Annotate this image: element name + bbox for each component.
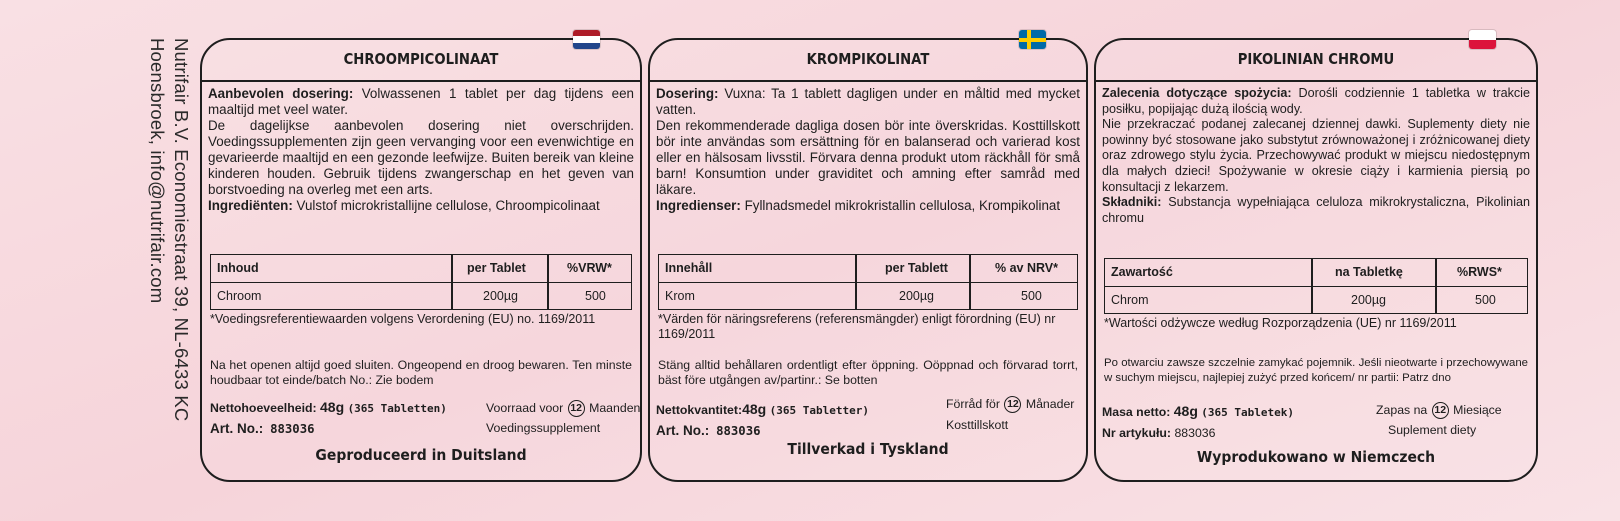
article-number (1102, 426, 1215, 441)
storage-text: Stäng alltid behållaren ordentligt efter öppning. Oöppnad och förvarad torrt, bäst före utgången av/partinr.: Se botten (658, 358, 1078, 387)
title-divider (202, 80, 640, 82)
nutrition-table (1104, 258, 1528, 314)
supply-suffix: Maanden (589, 400, 641, 415)
warning-text: Nie przekraczać podanej zalecanej dziennej dawki. Suplementy diety nie powinny być stosowane jako substytut zrównoważonej i zróżnicowanej diety oraz zdrowego stylu życia. Przechowywać produkt w miejscu niedostępnym dla małych dzieci! Spożywanie w okresie ciąży i karmienia piersią po konsultacji z lekarzem. (1102, 117, 1530, 194)
product-title: KROMPIKOLINAT (806, 50, 930, 68)
supply-prefix: Zapas na (1376, 402, 1428, 417)
supply-duration (946, 396, 1074, 413)
footnote: *Värden för näringsreferens (referensmängder) enligt förordning (EU) nr 1169/2011 (658, 312, 1056, 341)
footnote: *Voedingsreferentiewaarden volgens Verordening (EU) no. 1169/2011 (210, 312, 596, 326)
table-header-content: Innehåll (665, 261, 713, 275)
instructions-text (1102, 86, 1530, 226)
supply-number-badge: 12 (568, 400, 585, 417)
ingredients-label: Ingrediënten: (208, 198, 293, 213)
manufacturer-address-line1: Nutrifair B.V. Economiestraat 39, NL-6433 KC (171, 38, 192, 422)
storage-text: Na het openen altijd goed sluiten. Ongeopend en droog bewaren. Ten minste houdbaar tot einde/batch No.: Zie bodem (210, 358, 632, 387)
storage-text: Po otwarciu zawsze szczelnie zamykać pojemnik. Jeśli nieotwarte i przechowywane w suchym miejscu, najlepiej zużyć przed końcem/ nr partii: Patrz dno (1104, 357, 1528, 384)
dosage-label: Dosering: (656, 86, 719, 101)
product-title: CHROOMPICOLINAAT (343, 50, 499, 68)
warning-text: De dagelijkse aanbevolen dosering niet overschrijden. Voedingssupplementen zijn geen vervanging voor een evenwichtige en gevarieerde maaltijd en een gezonde leefwijze. Buiten bereik van kleine kinderen houden. Gebruik tijdens zwangerschap en het geven van borstvoeding na overleg met een arts. (208, 118, 634, 197)
supply-number-badge: 12 (1432, 402, 1449, 419)
net-quantity-count: (365 Tabletek) (1201, 406, 1295, 419)
nutrition-table (210, 254, 632, 310)
supply-duration (486, 400, 640, 417)
table-column-divider (1311, 259, 1313, 313)
netherlands-flag-icon (573, 30, 600, 49)
supply-prefix: Förråd för (946, 396, 1000, 411)
product-title: PIKOLINIAN CHROMU (1237, 50, 1395, 68)
article-number (656, 423, 761, 439)
table-header-row (659, 255, 1077, 282)
table-header-content: Zawartość (1111, 265, 1173, 279)
article-number-value: 883036 (270, 422, 315, 436)
label-panel-polish (1094, 38, 1538, 482)
article-number-label: Nr artykułu: (1102, 426, 1172, 440)
table-column-divider (969, 255, 971, 309)
table-header-reference: %VRW* (567, 261, 612, 275)
table-header-reference: %RWS* (1457, 265, 1502, 279)
ingredients-label: Składniki: (1102, 195, 1162, 210)
table-column-divider (547, 255, 549, 309)
table-cell-percent: 500 (1021, 289, 1042, 303)
table-header-content: Inhoud (217, 261, 259, 275)
supply-prefix: Voorraad voor (486, 400, 564, 415)
made-in-text: Tillverkad i Tyskland (787, 440, 949, 458)
article-number (210, 421, 315, 437)
table-row (211, 282, 631, 310)
table-row (659, 282, 1077, 310)
table-cell-nutrient: Chrom (1111, 293, 1149, 307)
label-panel-dutch (200, 38, 642, 482)
product-category: Voedingssupplement (486, 421, 601, 435)
title-divider (1096, 80, 1536, 82)
supply-duration (1376, 402, 1502, 419)
net-quantity (210, 400, 447, 416)
net-quantity-count: (365 Tabletter) (769, 404, 869, 417)
net-quantity-label: Nettokvantitet: (656, 403, 743, 417)
supply-suffix: Miesiące (1453, 402, 1502, 417)
table-cell-nutrient: Krom (665, 289, 695, 303)
article-number-value: 883036 (1174, 426, 1216, 440)
table-row (1105, 286, 1527, 314)
dosage-text: Vuxna: Ta 1 tablett dagligen under en måltid med mycket vatten. (656, 86, 1080, 117)
instructions-text (208, 86, 634, 214)
ingredients-text: Vulstof microkristallijne cellulose, Chroompicolinaat (292, 198, 600, 213)
dosage-label: Zalecenia dotyczące spożycia: (1102, 86, 1292, 100)
table-column-divider (451, 255, 453, 309)
article-number-label: Art. No.: (656, 423, 710, 438)
table-cell-amount: 200µg (1351, 293, 1387, 307)
table-cell-percent: 500 (1475, 293, 1496, 307)
table-cell-nutrient: Chroom (217, 289, 262, 303)
made-in-text: Geproduceerd in Duitsland (315, 446, 527, 464)
table-column-divider (855, 255, 857, 309)
table-header-row (211, 255, 631, 282)
article-number-value: 883036 (716, 424, 761, 438)
dosage-text: Volwassenen 1 tablet per dag tijdens een maaltijd met veel water. (208, 86, 635, 117)
net-quantity-count: (365 Tabletten) (347, 402, 447, 415)
ingredients-text: Fyllnadsmedel mikrokristallin cellulosa, Krompikolinat (740, 198, 1061, 213)
product-category: Kosttillskott (946, 418, 1009, 432)
instructions-text (656, 86, 1080, 214)
dosage-label: Aanbevolen dosering: (208, 86, 354, 101)
title-divider (650, 80, 1086, 82)
net-quantity (656, 402, 869, 418)
nutrition-table (658, 254, 1078, 310)
table-cell-amount: 200µg (483, 289, 519, 303)
article-number-label: Art. No.: (210, 421, 264, 436)
label-panel-swedish (648, 38, 1088, 482)
sweden-flag-icon (1019, 30, 1046, 49)
ingredients-label: Ingredienser: (656, 198, 741, 213)
table-column-divider (1435, 259, 1437, 313)
table-header-per-tablet: per Tablet (467, 261, 526, 275)
made-in-text: Wyprodukowano w Niemczech (1196, 448, 1436, 466)
table-header-row (1105, 259, 1527, 286)
table-header-reference: % av NRV* (995, 261, 1058, 275)
dosage-text: Dorośli codziennie 1 tabletka w trakcie posiłku, popijając dużą ilością wody. (1102, 86, 1530, 116)
net-quantity-label: Nettohoeveelheid: (210, 401, 317, 415)
footnote: *Wartości odżywcze według Rozporządzenia (UE) nr 1169/2011 (1104, 316, 1457, 330)
manufacturer-address-line2: Hoensbroek, info@nutrifair.com (147, 38, 168, 304)
warning-text: Den rekommenderade dagliga dosen bör inte överskridas. Kosttillskott bör inte användas som ersättning för en balanserad och varierad kost eller en hälsosam livsstil. Förvara denna produkt utom räckhåll för små barn! Konsumtion under graviditet och amning efter samråd med läkare. (656, 118, 1080, 197)
poland-flag-icon (1469, 30, 1496, 49)
product-category: Suplement diety (1388, 423, 1477, 437)
net-quantity-label: Masa netto: (1102, 405, 1171, 419)
ingredients-text: Substancja wypełniająca celuloza mikrokrystaliczna, Pikolinian chromu (1102, 195, 1530, 225)
net-quantity (1102, 404, 1294, 420)
table-header-per-tablet: per Tablett (885, 261, 948, 275)
table-cell-amount: 200µg (899, 289, 935, 303)
table-cell-percent: 500 (585, 289, 606, 303)
supply-suffix: Månader (1025, 396, 1075, 411)
net-quantity-value: 48g (320, 399, 345, 415)
net-quantity-value: 48g (1173, 403, 1198, 419)
table-header-per-tablet: na Tabletkę (1335, 265, 1403, 279)
supply-number-badge: 12 (1004, 396, 1021, 413)
net-quantity-value: 48g (742, 401, 767, 417)
